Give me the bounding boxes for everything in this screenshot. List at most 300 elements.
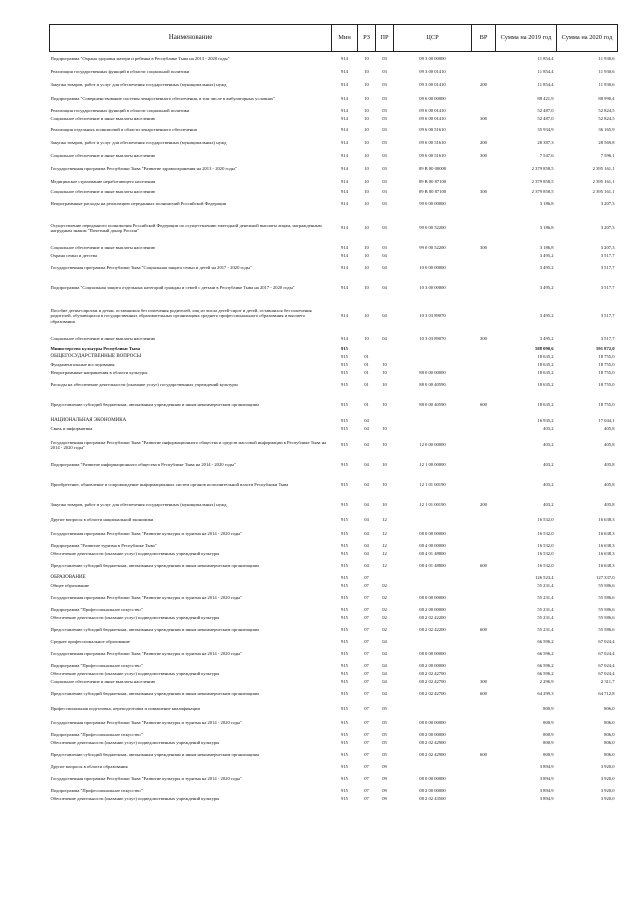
- cell-min: 914: [341, 313, 348, 319]
- cell-pr: 10: [382, 442, 387, 448]
- cell-vr: [472, 646, 496, 662]
- cell-rz: 10: [364, 335, 369, 341]
- cell-sum-2019: 3 894,9: [539, 796, 554, 802]
- cell-pr: 02: [382, 627, 387, 633]
- cell-name: Реализация отдельных полномочий в области лекарственного обеспечения: [50, 126, 197, 132]
- cell-min: 915: [341, 720, 348, 726]
- cell-csr: 12 1 00 00000: [419, 462, 446, 468]
- cell-min: 914: [341, 152, 348, 158]
- cell-rz: 10: [364, 81, 369, 87]
- cell-pr: 03: [382, 139, 387, 145]
- table-row: [50, 457, 618, 473]
- cell-pr: 03: [382, 116, 387, 122]
- table-row: [50, 361, 618, 369]
- cell-pr: 10: [382, 362, 387, 368]
- cell-min: 915: [341, 575, 348, 581]
- cell-name: Подпрограмма "Развитие туризма в Республике Тыва": [50, 543, 157, 549]
- cell-min: 915: [341, 776, 348, 782]
- cell-csr: 09 6 00 01410: [419, 116, 446, 122]
- cell-pr: 04: [382, 285, 387, 291]
- cell-min: 914: [341, 139, 348, 145]
- cell-name: Государственная программа Республики Тыва "Развитие здравоохранения на 2013 - 2020 годы": [50, 165, 237, 171]
- cell-csr: [394, 361, 472, 369]
- cell-vr: 200: [480, 139, 487, 145]
- cell-csr: 08 2 02 42700: [419, 691, 446, 697]
- cell-rz: 10: [364, 116, 369, 122]
- cell-sum-2019: 2 379 858,5: [531, 178, 554, 184]
- cell-pr: 03: [382, 68, 387, 74]
- cell-vr: [472, 795, 496, 803]
- cell-name: Министерство культуры Республики Тыва: [50, 346, 141, 352]
- cell-sum-2020: 88 990,4: [598, 96, 615, 102]
- cell-rz: 07: [364, 720, 369, 726]
- cell-name: Предоставление субсидий бюджетным, автономным учреждениям и иным некоммерческим организациям: [50, 563, 259, 569]
- header-sum-2019: Сумма на 2019 год: [496, 25, 557, 52]
- cell-sum-2020: 16 638,3: [598, 531, 615, 537]
- cell-pr: 05: [382, 720, 387, 726]
- table-row: [50, 417, 618, 425]
- cell-csr: 88 0 00 00000: [419, 370, 446, 376]
- table-row: [50, 244, 618, 252]
- cell-rz: 04: [364, 531, 369, 537]
- cell-rz: 07: [364, 776, 369, 782]
- cell-name: Закупка товаров, работ и услуг для обеспечения государственных (муниципальных) нужд: [50, 139, 227, 145]
- cell-vr: 600: [480, 627, 487, 633]
- table-row: [50, 715, 618, 731]
- cell-vr: [472, 91, 496, 107]
- cell-rz: 07: [364, 639, 369, 645]
- cell-sum-2019: 3 495,2: [539, 313, 554, 319]
- cell-sum-2020: 16 638,3: [598, 516, 615, 522]
- cell-vr: [472, 196, 496, 212]
- cell-min: 914: [341, 108, 348, 114]
- cell-rz: 10: [364, 126, 369, 132]
- cell-csr: 08 2 02 42700: [419, 671, 446, 677]
- cell-rz: 07: [364, 595, 369, 601]
- cell-pr: 03: [382, 178, 387, 184]
- table-row: [50, 188, 618, 196]
- table-row: [50, 78, 618, 91]
- cell-min: 914: [341, 335, 348, 341]
- table-row: [50, 252, 618, 260]
- cell-rz: 10: [364, 225, 369, 231]
- cell-sum-2020: 55 586,6: [598, 595, 615, 601]
- cell-vr: [472, 473, 496, 497]
- cell-csr: 99 0 00 52200: [419, 245, 446, 251]
- cell-sum-2020: 67 024,4: [598, 671, 615, 677]
- cell-csr: 88 0 00 40590: [419, 382, 446, 388]
- cell-name: Государственная программа Республики Тыва "Развитие культуры и туризма на 2014 - 2020 годы": [50, 651, 243, 657]
- table-row: [50, 175, 618, 188]
- cell-csr: 08 2 02 42900: [419, 752, 446, 758]
- cell-sum-2019: 28 387,3: [537, 139, 554, 145]
- cell-sum-2020: 11 930,6: [598, 55, 615, 61]
- cell-pr: 03: [382, 189, 387, 195]
- cell-rz: 01: [364, 354, 369, 360]
- cell-min: 914: [341, 253, 348, 259]
- cell-vr: [472, 425, 496, 433]
- cell-vr: [472, 276, 496, 300]
- cell-csr: 08 2 02 42700: [419, 679, 446, 685]
- cell-sum-2019: 11 854,4: [537, 68, 554, 74]
- cell-name: Обеспечение деятельности (оказание услуг) подведомственных учреждений культуры: [50, 740, 220, 746]
- table-row: [50, 473, 618, 497]
- cell-sum-2019: 403,2: [543, 442, 554, 448]
- cell-sum-2020: 7 596,1: [600, 152, 615, 158]
- cell-sum-2020: 405,8: [604, 426, 615, 432]
- cell-name: Другие вопросы в области образования: [50, 764, 128, 770]
- cell-min: 914: [341, 225, 348, 231]
- cell-vr: [472, 715, 496, 731]
- cell-sum-2019: 18 635,2: [537, 402, 554, 408]
- cell-csr: 12 1 01 00190: [419, 502, 446, 508]
- cell-min: 914: [341, 165, 348, 171]
- table-row: [50, 614, 618, 622]
- table-row: [50, 638, 618, 646]
- table-row: [50, 606, 618, 614]
- cell-csr: [394, 345, 472, 353]
- cell-rz: 10: [364, 245, 369, 251]
- cell-rz: 10: [364, 201, 369, 207]
- cell-sum-2020: 67 024,4: [598, 639, 615, 645]
- cell-pr: 12: [382, 551, 387, 557]
- cell-sum-2019: 55 231,4: [537, 607, 554, 613]
- cell-name: Подпрограмма "Развитие информационного общества в Республике Тыва на 2014 - 2020 годы": [50, 462, 236, 468]
- cell-name: Охрана семьи и детства: [50, 253, 98, 259]
- cell-sum-2020: 55 586,6: [598, 607, 615, 613]
- cell-pr: 09: [382, 796, 387, 802]
- cell-vr: 200: [480, 502, 487, 508]
- cell-sum-2019: 3 894,9: [539, 764, 554, 770]
- cell-vr: [472, 662, 496, 670]
- cell-vr: [472, 526, 496, 542]
- cell-name: Непрограммные направления в области культуры: [50, 370, 148, 376]
- cell-sum-2019: 2 296,9: [539, 679, 554, 685]
- cell-csr: 10 3 00 00000: [419, 285, 446, 291]
- cell-rz: 07: [364, 740, 369, 746]
- cell-min: 915: [341, 583, 348, 589]
- cell-rz: 10: [364, 265, 369, 271]
- table-row: [50, 332, 618, 345]
- cell-min: 915: [341, 627, 348, 633]
- cell-csr: 09 6 00 01410: [419, 108, 446, 114]
- cell-csr: 12 0 00 00000: [419, 442, 446, 448]
- cell-rz: 04: [364, 502, 369, 508]
- cell-csr: [394, 425, 472, 433]
- cell-pr: 04: [382, 335, 387, 341]
- cell-sum-2019: 3 495,2: [539, 253, 554, 259]
- cell-name: Непрограммные расходы на реализацию переданных полномочий Российской Федерации: [50, 201, 227, 207]
- cell-sum-2019: 18 635,2: [537, 382, 554, 388]
- cell-name: Подпрограмма "Социальная защита отдельных категорий граждан и семей с детьми в Республике Тыва на 2017 - 2020 годы": [50, 285, 295, 291]
- cell-min: 914: [341, 285, 348, 291]
- cell-name: Обеспечение деятельности (оказание услуг) подведомственных учреждений культуры: [50, 796, 220, 802]
- cell-rz: 07: [364, 627, 369, 633]
- cell-pr: 12: [382, 543, 387, 549]
- cell-sum-2019: 800,9: [543, 740, 554, 746]
- table-body: [50, 52, 618, 804]
- cell-min: 914: [341, 265, 348, 271]
- cell-sum-2020: 3 517,7: [600, 313, 615, 319]
- cell-name: Общее образование: [50, 583, 90, 589]
- cell-sum-2019: 2 379 858,5: [531, 165, 554, 171]
- cell-pr: 10: [382, 426, 387, 432]
- table-row: [50, 622, 618, 638]
- cell-csr: 08 4 01 48800: [419, 563, 446, 569]
- cell-sum-2020: 3 517,7: [600, 335, 615, 341]
- cell-sum-2019: 3 894,9: [539, 776, 554, 782]
- cell-csr: 09 В 00 00000: [418, 165, 447, 171]
- cell-rz: 10: [364, 189, 369, 195]
- cell-sum-2020: 806,0: [604, 752, 615, 758]
- table-row: [50, 276, 618, 300]
- cell-pr: 04: [382, 639, 387, 645]
- cell-name: НАЦИОНАЛЬНАЯ ЭКОНОМИКА: [50, 418, 127, 424]
- table-row: [50, 377, 618, 393]
- cell-pr: 03: [382, 81, 387, 87]
- cell-sum-2020: 3 920,0: [600, 788, 615, 794]
- table-row: [50, 65, 618, 78]
- cell-sum-2020: 2 395 161,1: [592, 165, 615, 171]
- cell-csr: 09 6 00 51610: [419, 139, 446, 145]
- cell-csr: 09 6 00 51610: [419, 152, 446, 158]
- cell-min: 915: [341, 442, 348, 448]
- cell-min: 914: [341, 68, 348, 74]
- cell-pr: 03: [382, 96, 387, 102]
- cell-vr: [472, 513, 496, 526]
- table-row: [50, 731, 618, 739]
- header-sum-2020: Сумма на 2020 год: [557, 25, 618, 52]
- cell-vr: 600: [480, 402, 487, 408]
- cell-csr: 09 6 00 51610: [419, 126, 446, 132]
- cell-name: Социальное обеспечение и иные выплаты населению: [50, 152, 156, 158]
- cell-vr: [472, 345, 496, 353]
- cell-csr: [394, 353, 472, 361]
- cell-name: Государственная программа Республики Тыва "Развитие культуры и туризма на 2014 - 2020 годы": [50, 720, 243, 726]
- cell-sum-2020: 806,0: [604, 732, 615, 738]
- cell-sum-2020: 127 337,0: [596, 575, 615, 581]
- table-row: [50, 260, 618, 276]
- cell-min: 915: [341, 362, 348, 368]
- cell-vr: [472, 417, 496, 425]
- cell-rz: 10: [364, 152, 369, 158]
- cell-sum-2019: 55 231,4: [537, 615, 554, 621]
- cell-csr: 08 4 00 00000: [419, 543, 446, 549]
- table-row: [50, 149, 618, 162]
- cell-csr: 99 0 00 52200: [419, 225, 446, 231]
- cell-rz: 04: [364, 418, 369, 424]
- cell-rz: 07: [364, 679, 369, 685]
- cell-min: 915: [341, 531, 348, 537]
- cell-pr: 04: [382, 253, 387, 259]
- cell-min: 914: [341, 126, 348, 132]
- cell-name: ОБЩЕГОСУДАРСТВЕННЫЕ ВОПРОСЫ: [50, 354, 142, 360]
- cell-sum-2019: 35 934,9: [537, 126, 554, 132]
- cell-vr: 300: [480, 245, 487, 251]
- cell-rz: 07: [364, 691, 369, 697]
- cell-sum-2020: 11 930,6: [598, 81, 615, 87]
- cell-csr: 08 2 00 00000: [419, 732, 446, 738]
- table-row: [50, 162, 618, 175]
- cell-rz: 10: [364, 96, 369, 102]
- cell-sum-2019: 126 523,4: [535, 575, 554, 581]
- table-row: [50, 52, 618, 66]
- cell-sum-2020: 64 712,8: [598, 691, 615, 697]
- cell-rz: 07: [364, 764, 369, 770]
- cell-min: 915: [341, 482, 348, 488]
- cell-rz: [358, 345, 376, 353]
- cell-min: 914: [341, 116, 348, 122]
- cell-sum-2019: 2 379 858,5: [531, 189, 554, 195]
- cell-vr: [472, 763, 496, 771]
- cell-min: 914: [341, 55, 348, 61]
- cell-min: 915: [341, 764, 348, 770]
- cell-sum-2020: 52 824,5: [598, 116, 615, 122]
- cell-name: Социальное обеспечение и иные выплаты населению: [50, 116, 156, 122]
- cell-csr: 09 В 00 87100: [418, 178, 447, 184]
- cell-min: 915: [341, 426, 348, 432]
- cell-rz: 07: [364, 788, 369, 794]
- cell-vr: [472, 582, 496, 590]
- cell-name: Закупка товаров, работ и услуг для обеспечения государственных (муниципальных) нужд: [50, 502, 227, 508]
- cell-min: 914: [341, 201, 348, 207]
- cell-vr: [472, 590, 496, 606]
- cell-sum-2020: 18 755,0: [598, 402, 615, 408]
- cell-csr: 08 4 01 48800: [419, 551, 446, 557]
- cell-name: Другие вопросы в области национальной экономики: [50, 516, 154, 522]
- table-row: [50, 497, 618, 513]
- cell-min: 915: [341, 651, 348, 657]
- cell-pr: 09: [382, 776, 387, 782]
- cell-name: Профессиональная подготовка, переподготовка и повышение квалификации: [50, 705, 200, 711]
- cell-min: 915: [341, 502, 348, 508]
- cell-pr: 04: [382, 671, 387, 677]
- cell-vr: [472, 606, 496, 614]
- cell-name: Фундаментальные исследования: [50, 362, 115, 368]
- cell-sum-2020: 806,0: [604, 720, 615, 726]
- cell-min: 915: [341, 370, 348, 376]
- header-csr: ЦСР: [394, 25, 472, 52]
- cell-pr: 02: [382, 583, 387, 589]
- cell-min: 915: [341, 663, 348, 669]
- cell-name: Государственная программа Республики Тыва "Развитие культуры и туризма на 2014 - 2020 годы": [50, 531, 243, 537]
- cell-rz: 10: [364, 178, 369, 184]
- cell-sum-2020: 55 586,6: [598, 615, 615, 621]
- cell-vr: 300: [480, 116, 487, 122]
- cell-sum-2020: 3 517,7: [600, 253, 615, 259]
- cell-pr: 04: [382, 651, 387, 657]
- cell-sum-2020: 2 395 161,1: [592, 178, 615, 184]
- cell-csr: 10 3 03 89070: [419, 313, 446, 319]
- cell-sum-2019: 18 635,2: [537, 354, 554, 360]
- cell-sum-2019: 18 635,2: [537, 370, 554, 376]
- cell-sum-2019: 3 495,2: [539, 265, 554, 271]
- cell-pr: 10: [382, 370, 387, 376]
- cell-rz: 07: [364, 752, 369, 758]
- cell-min: 915: [341, 691, 348, 697]
- cell-vr: [472, 369, 496, 377]
- cell-rz: 07: [364, 607, 369, 613]
- cell-sum-2019: 3 495,2: [539, 335, 554, 341]
- cell-name: Приобретение, обновление и сопровождение информационных систем органов исполнительной власти Республики Тыва: [50, 482, 289, 488]
- cell-csr: 08 0 00 00000: [419, 776, 446, 782]
- cell-csr: 08 2 02 43500: [419, 796, 446, 802]
- cell-sum-2019: 66 596,2: [537, 663, 554, 669]
- cell-sum-2019: 3 186,8: [539, 201, 554, 207]
- cell-vr: [472, 300, 496, 332]
- cell-sum-2020: 2 311,7: [600, 679, 615, 685]
- cell-sum-2020: 67 024,4: [598, 651, 615, 657]
- cell-rz: 04: [364, 563, 369, 569]
- table-row: [50, 526, 618, 542]
- cell-csr: [394, 417, 472, 425]
- table-row: [50, 115, 618, 123]
- table-row: [50, 739, 618, 747]
- cell-min: 914: [341, 178, 348, 184]
- cell-rz: 07: [364, 651, 369, 657]
- cell-pr: 03: [382, 55, 387, 61]
- cell-vr: [472, 787, 496, 795]
- cell-vr: 300: [480, 679, 487, 685]
- cell-csr: 09 3 00 01410: [419, 68, 446, 74]
- cell-sum-2020: 16 638,3: [598, 551, 615, 557]
- table-row: [50, 433, 618, 457]
- cell-pr: 04: [382, 691, 387, 697]
- cell-rz: 07: [364, 732, 369, 738]
- cell-sum-2019: 7 547,6: [539, 152, 554, 158]
- cell-pr: 09: [382, 764, 387, 770]
- cell-name: Социальное обеспечение и иные выплаты населению: [50, 679, 156, 685]
- cell-sum-2020: 18 755,0: [598, 382, 615, 388]
- cell-pr: 03: [382, 201, 387, 207]
- cell-sum-2020: 806,0: [604, 740, 615, 746]
- cell-min: 915: [341, 796, 348, 802]
- table-row: [50, 670, 618, 678]
- cell-vr: [472, 361, 496, 369]
- cell-csr: 12 1 01 00190: [419, 482, 446, 488]
- cell-sum-2019: 800,9: [543, 720, 554, 726]
- cell-pr: 04: [382, 265, 387, 271]
- cell-min: 915: [341, 551, 348, 557]
- cell-rz: 10: [364, 253, 369, 259]
- cell-sum-2019: 11 854,4: [537, 55, 554, 61]
- cell-name: Подпрограмма "Профессиональное искусство": [50, 788, 143, 794]
- cell-sum-2020: 3 207,3: [600, 245, 615, 251]
- cell-sum-2019: 403,2: [543, 426, 554, 432]
- cell-pr: 05: [382, 752, 387, 758]
- cell-csr: 08 0 00 00000: [419, 531, 446, 537]
- cell-vr: [472, 353, 496, 361]
- cell-pr: 03: [382, 165, 387, 171]
- cell-pr: 05: [382, 705, 387, 711]
- cell-pr: [376, 345, 394, 353]
- cell-sum-2019: 800,9: [543, 705, 554, 711]
- cell-sum-2019: 66 596,2: [537, 651, 554, 657]
- cell-name: Подпрограмма "Профессиональное искусство": [50, 663, 143, 669]
- cell-vr: [472, 702, 496, 715]
- cell-pr: 10: [382, 482, 387, 488]
- table-row: [50, 212, 618, 244]
- cell-min: 914: [341, 81, 348, 87]
- cell-rz: 10: [364, 55, 369, 61]
- cell-sum-2019: 16 935,2: [537, 418, 554, 424]
- cell-name: Расходы на обеспечение деятельности (оказание услуг) государственных учреждений культуры: [50, 382, 238, 388]
- cell-sum-2019: 55 231,4: [537, 627, 554, 633]
- cell-pr: 03: [382, 126, 387, 132]
- cell-sum-2020: 405,8: [604, 442, 615, 448]
- cell-csr: 88 0 00 40590: [419, 402, 446, 408]
- table-row: [50, 795, 618, 803]
